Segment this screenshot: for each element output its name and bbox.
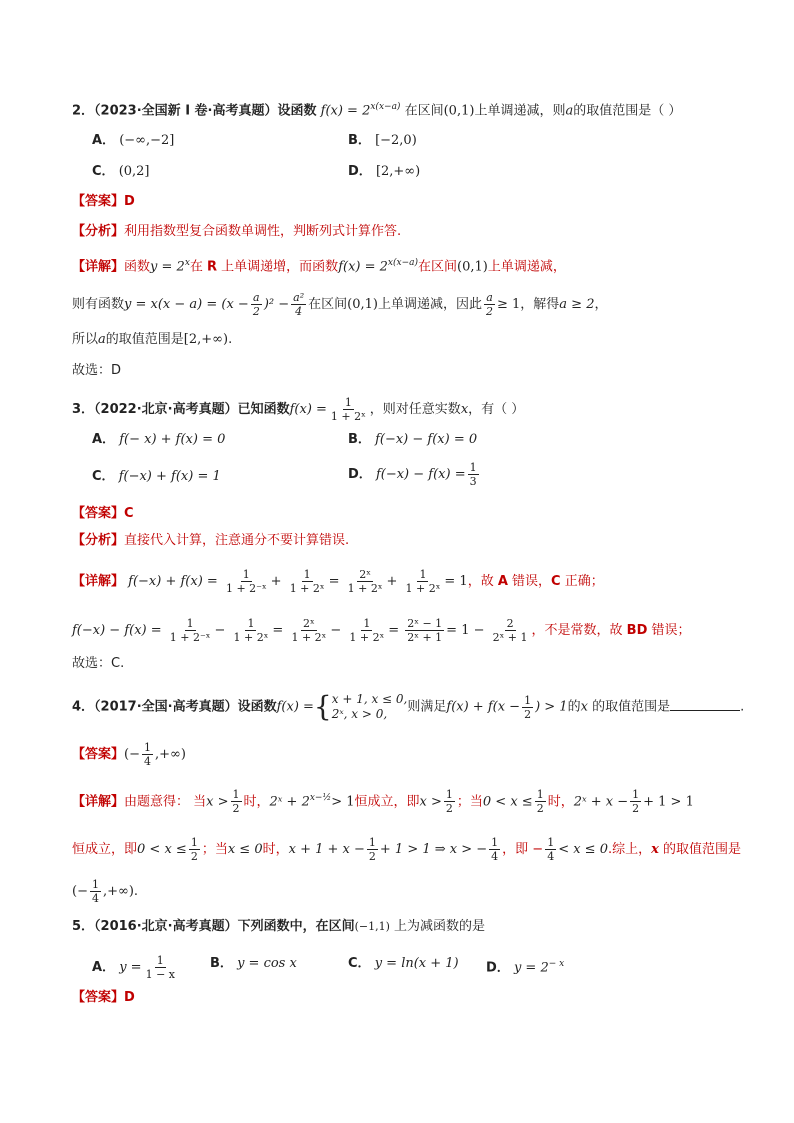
q2-option-b: B． [−2,0) [348,133,417,148]
q5-answer: 【答案】D [72,990,135,1005]
q3-option-a: A． f(− x) + f(x) = 0 [92,432,226,447]
q2-option-c: C． (0,2] [92,164,150,179]
q2-stem: 2．（2023·全国新 I 卷·高考真题）设函数 $f(x) = 2^{x(x-a)}$ 在区间(0,1)上单调递减，则a的取值范围是（ ） [72,102,682,119]
q2-analysis: 【分析】利用指数型复合函数单调性，判断列式计算作答. [72,224,402,239]
q2-source: 2．（2023·全国新 I 卷·高考真题）设函数 [72,103,317,119]
q3-option-c: C． f(−x) + f(x) = 1 [92,469,221,484]
q5-stem: 5．（2016·北京·高考真题）下列函数中，在区间(−1,1) 上为减函数的是 [72,919,486,934]
q3-option-d: D． f(−x) − f(x) = $\frac{1}{3}$ [348,461,477,488]
q5-source: 5．（2016·北京·高考真题）下列函数中，在区间 [72,919,355,934]
q4-detail-line3: (− $\frac{1}{4}$ ,+∞). [72,878,139,905]
q2-answer: 【答案】D [72,194,135,209]
q3-option-b: B． f(−x) − f(x) = 0 [348,432,478,447]
q5-option-d: D． $y = 2^{- x}$ [486,959,565,976]
q3-analysis: 【分析】直接代入计算，注意通分不要计算错误. [72,533,350,548]
q5-option-a: A． y = $\frac{1}{1 - x}$ [92,954,175,981]
answer-blank [670,698,740,711]
q2-detail-line2: 则有函数y = x(x − a) = (x − $\frac{a}{2}$ )² − $\frac{\text{a²}}{4}$ 在区间(0,1)上单调递减，因此 $\frac{a}{2}$ ≥ 1，解得a ≥ 2， [72,291,608,318]
q5-option-b: B． y = cos x [210,956,297,971]
q2-detail-line3: 所以a的取值范围是[2,+∞). [72,332,233,347]
q2-choose: 故选：D [72,363,122,378]
q4-stem: 4．（2017·全国·高考真题）设函数f(x) ={ x + 1, x ≤ 0, 2ˣ, x > 0, 则满足f(x) + f(x − $\frac{1}{2}$ ) > 1的x 的取值范围是 . [72,690,745,723]
q3-detail-line1: 【详解】 f(−x) + f(x) = $\frac{1}{\text{1 + 2⁻ˣ}}$ + $\frac{1}{\text{1 + 2ˣ}}$ = $\frac{\text{2ˣ}}{\text{1 + 2ˣ}}$ + $\frac{1}{\text{1 + 2ˣ}}$ = 1，故 A 错误，C 正确； [72,568,604,595]
q4-answer: 【答案】(− $\frac{1}{4}$ ,+∞) [72,741,186,768]
q4-detail-line2: 恒成立，即0 < x ≤ $\frac{1}{2}$ ；当x ≤ 0时，x + 1 + x − $\frac{1}{2}$ + 1 > 1 ⇒ x > − $\frac{1}{4}$ ，即 − $\frac{1}{4}$ < x ≤ 0.综上，x 的取值范围是 [72,836,742,863]
q3-choose: 故选：C. [72,656,125,671]
q4-detail-line1: 【详解】由题意得： 当x > $\frac{1}{2}$ 时，2ˣ + $2^{x-\frac{1}{2}}> 1$恒成立，即x > $\frac{1}{2}$ ；当0 < x ≤ $\frac{1}{2}$ 时，2ˣ + x − $\frac{1}{2}$ + 1 > 1 [72,788,694,816]
q3-answer: 【答案】C [72,506,134,521]
q5-option-c: C． y = ln(x + 1) [348,956,459,971]
q3-source: 3．（2022·北京·高考真题）已知函数 [72,402,290,417]
q2-detail-line1: 【详解】函数$y = 2^x$在 R 上单调递增，而函数$f(x) = 2^{x(x-a)}$在区间(0,1)上单调递减， [72,258,566,275]
q3-detail-line2: f(−x) − f(x) = $\frac{1}{\text{1 + 2⁻ˣ}}$ − $\frac{1}{\text{1 + 2ˣ}}$ = $\frac{\text{2ˣ}}{\text{1 + 2ˣ}}$ − $\frac{1}{\text{1 + 2ˣ}}$ = $\frac{\text{2ˣ − 1}}{\text{2ˣ + 1}}$ = 1 − $\frac{2}{\text{2ˣ + 1}}$ ，不是常数，故 BD 错误； [72,617,691,644]
q2-option-d: D． [2,+∞) [348,164,421,179]
q4-source: 4．（2017·全国·高考真题）设函数 [72,699,277,715]
q3-stem: 3．（2022·北京·高考真题）已知函数f(x) = $\frac{1}{\text{1 + 2ˣ}}$ ，则对任意实数x，有（ ） [72,396,525,423]
q2-option-a: A． (−∞,−2] [92,133,175,148]
